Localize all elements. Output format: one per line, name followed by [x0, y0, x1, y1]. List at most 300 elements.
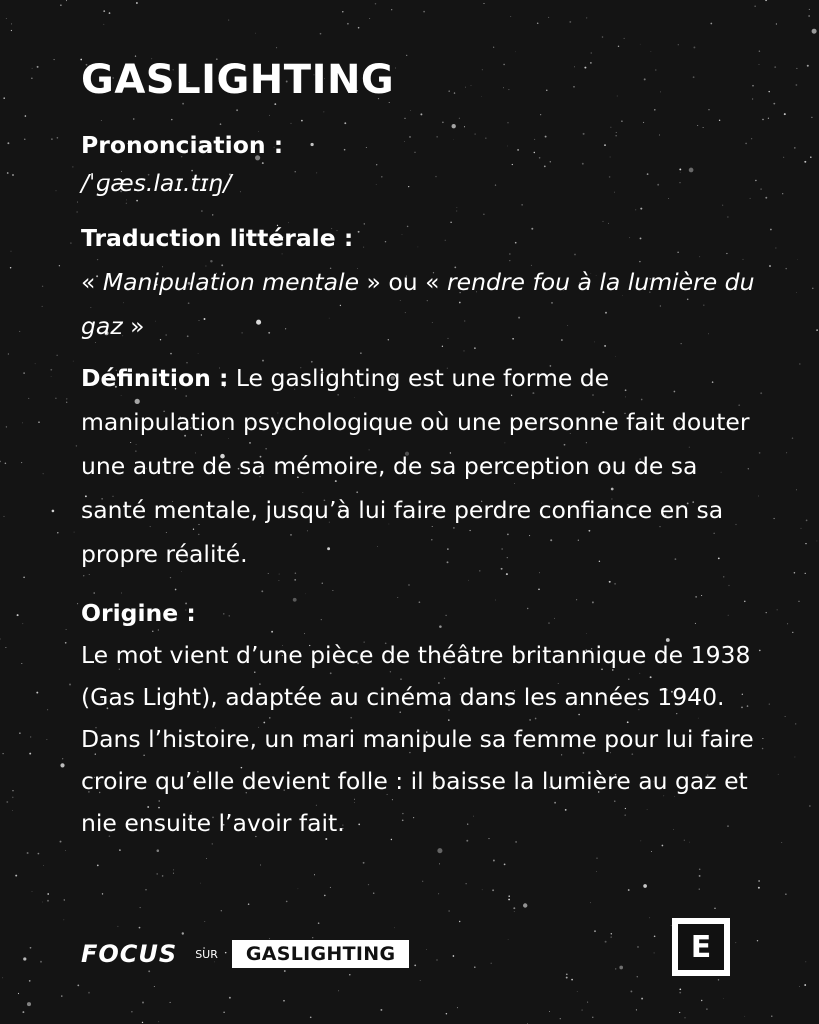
star [637, 946, 638, 947]
pronunciation-section [81, 126, 761, 202]
star [784, 113, 786, 115]
star [131, 1011, 132, 1012]
star [587, 1002, 588, 1003]
star [448, 910, 449, 911]
quote-open: « [425, 268, 447, 296]
star [380, 1009, 382, 1011]
star [154, 986, 155, 987]
star [43, 473, 44, 474]
star [19, 331, 20, 332]
star [228, 20, 229, 21]
star [783, 157, 784, 158]
star [809, 805, 810, 806]
star [508, 895, 510, 897]
star [596, 871, 597, 872]
star [117, 926, 118, 927]
star [318, 922, 320, 924]
star [762, 748, 764, 750]
star [809, 9, 810, 10]
star [816, 329, 818, 331]
star [515, 52, 516, 53]
star [484, 3, 485, 4]
star [54, 59, 55, 60]
star [493, 47, 494, 48]
star [785, 268, 786, 269]
star [792, 632, 793, 633]
star [453, 955, 455, 957]
star [514, 911, 515, 912]
star [787, 623, 788, 624]
star [12, 797, 13, 798]
star [586, 17, 587, 18]
star [765, 197, 767, 199]
origin-label: Origine : [81, 599, 196, 627]
star [618, 46, 619, 47]
star [21, 462, 22, 463]
star [74, 532, 75, 533]
star [805, 573, 806, 574]
star [493, 860, 495, 862]
star [55, 398, 56, 399]
star [548, 17, 549, 18]
star [368, 884, 369, 885]
star [794, 572, 796, 574]
star [73, 361, 74, 362]
star [182, 932, 184, 934]
star [50, 369, 52, 371]
star [42, 306, 43, 307]
star [77, 202, 78, 203]
star [801, 528, 802, 529]
star [23, 957, 26, 960]
star [799, 986, 800, 987]
star [35, 364, 36, 365]
star [32, 891, 33, 892]
star [38, 421, 40, 423]
star [11, 30, 12, 31]
star [27, 1002, 31, 1006]
star [8, 354, 9, 355]
star [10, 267, 11, 268]
star [714, 908, 715, 909]
star [759, 50, 760, 51]
star [31, 78, 32, 79]
star [51, 138, 53, 140]
star [804, 984, 806, 986]
star [204, 921, 205, 922]
star [62, 758, 63, 759]
origin-text: Le mot vient d’une pièce de théâtre britannique de 1938 (Gas Light), adaptée au cinéma dans les années 1940. Dans l’histoire, un mari manipule sa femme pour lui faire croire qu’elle devient folle : il baisse la lumière au gaz et nie ensuite l’avoir fait. [81, 641, 754, 837]
star [774, 66, 776, 68]
star [628, 889, 630, 891]
star [139, 927, 141, 929]
star [30, 947, 32, 949]
star [762, 738, 763, 739]
star [755, 6, 756, 7]
star [577, 991, 578, 992]
star [805, 961, 806, 962]
quote-close: » [122, 312, 145, 340]
star [758, 887, 760, 889]
star [66, 398, 67, 399]
star [70, 242, 71, 243]
star [40, 961, 42, 963]
star [491, 963, 492, 964]
star [51, 376, 52, 377]
star [52, 510, 55, 513]
star [347, 23, 349, 25]
star [504, 864, 506, 866]
star [439, 863, 440, 864]
star [29, 753, 31, 755]
star [794, 147, 796, 149]
star [21, 663, 22, 664]
star [770, 229, 772, 231]
star [145, 889, 146, 890]
definition-label: Définition : [81, 364, 229, 392]
pronunciation-label: Prononciation : [81, 131, 284, 159]
star [3, 97, 5, 99]
star [571, 979, 573, 981]
star [77, 603, 78, 604]
star [678, 44, 679, 45]
quote-open: « [81, 268, 103, 296]
star [794, 757, 795, 758]
star [804, 161, 806, 163]
star [769, 704, 770, 705]
star [298, 888, 299, 889]
star [474, 966, 475, 967]
star [36, 692, 38, 694]
star [699, 875, 701, 877]
star [324, 895, 326, 897]
star [47, 709, 48, 710]
star [260, 865, 261, 866]
star [619, 966, 623, 970]
star [29, 980, 31, 982]
star [2, 753, 3, 754]
star [637, 976, 638, 977]
logo-letter: E [678, 924, 724, 970]
star [24, 139, 25, 140]
star [47, 739, 48, 740]
star [508, 899, 510, 901]
focus-label: FOCUS [81, 940, 178, 968]
star [314, 874, 315, 875]
star [701, 1000, 702, 1001]
star [762, 119, 763, 120]
star [12, 174, 14, 176]
star [765, 0, 767, 1]
star [66, 0, 67, 1]
star [766, 612, 767, 613]
star [785, 716, 786, 717]
star [276, 47, 277, 48]
star [338, 990, 339, 991]
star [744, 1016, 745, 1017]
star [735, 942, 736, 943]
star [12, 790, 13, 791]
star [162, 875, 164, 877]
star [15, 875, 17, 877]
star [630, 990, 632, 992]
star [624, 38, 625, 39]
star [615, 968, 616, 969]
star [66, 629, 67, 630]
star [710, 23, 712, 25]
footer-brand [81, 940, 409, 968]
star [643, 884, 647, 888]
star [284, 970, 286, 972]
star [596, 857, 597, 858]
star [786, 452, 787, 453]
star [816, 540, 817, 541]
star [792, 437, 793, 438]
star [3, 516, 4, 517]
star [537, 23, 539, 25]
star [142, 1002, 144, 1004]
sur-label: SUR [195, 947, 218, 961]
star [466, 883, 467, 884]
star [508, 939, 509, 940]
star [807, 65, 809, 67]
star [7, 142, 9, 144]
star [23, 372, 24, 373]
brand-logo [672, 918, 730, 976]
star [768, 91, 769, 92]
star [693, 46, 695, 48]
star [22, 623, 23, 624]
star [420, 980, 421, 981]
star [394, 927, 395, 928]
star [758, 880, 760, 882]
star [30, 736, 31, 737]
star [173, 873, 174, 874]
star [156, 873, 158, 875]
definition-text: Le gaslighting est une forme de manipulation psychologique où une personne fait douter une autre de sa mémoire, de sa perception ou de sa santé mentale, jusqu’à lui faire perdre confiance en sa propre réalité. [81, 364, 750, 568]
star [799, 364, 800, 365]
star [43, 865, 44, 866]
star [6, 18, 7, 19]
star [283, 1000, 285, 1002]
star [706, 1008, 708, 1010]
star [796, 68, 797, 69]
star [330, 887, 331, 888]
star [88, 992, 90, 994]
star [42, 902, 43, 903]
star [23, 577, 25, 579]
star [12, 810, 13, 811]
star [781, 842, 782, 843]
star [375, 3, 376, 4]
star [103, 24, 104, 25]
star [320, 33, 322, 35]
star [679, 992, 681, 994]
star [523, 903, 527, 907]
star [286, 901, 288, 903]
star [76, 211, 77, 212]
star [373, 892, 374, 893]
star [651, 851, 652, 852]
star [221, 910, 222, 911]
star [60, 841, 62, 843]
star [775, 248, 776, 249]
star [581, 1009, 582, 1010]
translation-connector: ou [380, 268, 426, 296]
star [55, 190, 56, 191]
translation-term-2: rendre fou à la lumière du gaz [81, 268, 755, 340]
star [768, 118, 769, 119]
star [796, 292, 797, 293]
star [654, 936, 656, 938]
star [679, 988, 681, 990]
star [684, 1017, 685, 1018]
star [560, 1018, 561, 1019]
star [437, 960, 438, 961]
star [391, 9, 392, 10]
star [796, 490, 797, 491]
star [510, 16, 511, 17]
star [65, 642, 67, 644]
star [57, 532, 58, 533]
star [602, 36, 604, 38]
translation-label: Traduction littérale : [81, 224, 354, 252]
star [57, 355, 58, 356]
star [38, 853, 40, 855]
star [57, 137, 59, 139]
star [662, 845, 664, 847]
translation-term-1: Manipulation mentale [102, 268, 360, 296]
star [649, 917, 650, 918]
star [591, 52, 592, 53]
translation-section [81, 216, 761, 348]
star [782, 193, 783, 194]
star [22, 1011, 24, 1013]
star [566, 973, 568, 975]
star [140, 907, 141, 908]
star [157, 849, 160, 852]
star [611, 933, 612, 934]
star [42, 286, 43, 287]
page-title: GASLIGHTING [81, 57, 395, 103]
star [5, 647, 6, 648]
star [148, 970, 150, 972]
star [699, 889, 700, 890]
star [28, 398, 29, 399]
star [679, 1012, 680, 1013]
star [636, 1009, 637, 1010]
star [457, 1007, 458, 1008]
star [11, 251, 12, 252]
star [248, 903, 250, 905]
star [718, 979, 719, 980]
star [641, 998, 643, 1000]
star [69, 684, 71, 686]
star [64, 899, 65, 900]
star [7, 172, 9, 174]
star [459, 921, 460, 922]
pronunciation-value: /ˈɡæs.laɪ.tɪŋ/ [81, 169, 232, 197]
translation-value [81, 260, 761, 348]
star [65, 850, 66, 851]
star [60, 763, 64, 767]
quote-close: » [359, 268, 381, 296]
star [19, 732, 20, 733]
star [200, 883, 201, 884]
star [72, 166, 73, 167]
star [170, 1002, 171, 1003]
star [11, 23, 12, 24]
star [66, 402, 67, 403]
star [778, 774, 779, 775]
star [37, 66, 39, 68]
star [757, 940, 758, 941]
star [426, 949, 427, 950]
star [513, 907, 515, 909]
star [358, 27, 360, 29]
star [438, 893, 439, 894]
star [47, 893, 49, 895]
star [812, 288, 813, 289]
star [2, 977, 3, 978]
star [76, 445, 77, 446]
star [795, 723, 796, 724]
star [158, 1021, 159, 1022]
star [349, 974, 350, 975]
star [723, 998, 724, 999]
star [437, 848, 442, 853]
star [97, 865, 99, 867]
star [119, 849, 121, 851]
star [414, 965, 416, 967]
star [651, 51, 652, 52]
star [109, 12, 111, 14]
star [796, 84, 798, 86]
star [77, 984, 79, 986]
star [5, 463, 7, 465]
star [173, 869, 174, 870]
star [32, 68, 33, 69]
topic-tag: GASLIGHTING [232, 940, 409, 968]
star [492, 889, 494, 891]
star [369, 18, 370, 19]
star [798, 601, 799, 602]
star [6, 426, 7, 427]
star [592, 1017, 593, 1018]
star [594, 930, 596, 932]
star [805, 543, 806, 544]
star [640, 44, 641, 45]
star [446, 1013, 447, 1014]
star [549, 1011, 550, 1012]
star [773, 518, 774, 519]
star [102, 893, 103, 894]
star [61, 995, 62, 996]
star [806, 520, 808, 522]
star [797, 259, 798, 260]
star [310, 1016, 312, 1018]
star [229, 997, 231, 999]
star [777, 610, 778, 611]
star [312, 937, 313, 938]
star [27, 852, 29, 854]
star [60, 5, 61, 6]
star [590, 902, 591, 903]
star [699, 869, 701, 871]
star [811, 117, 812, 118]
star [18, 993, 19, 994]
star [206, 858, 207, 859]
